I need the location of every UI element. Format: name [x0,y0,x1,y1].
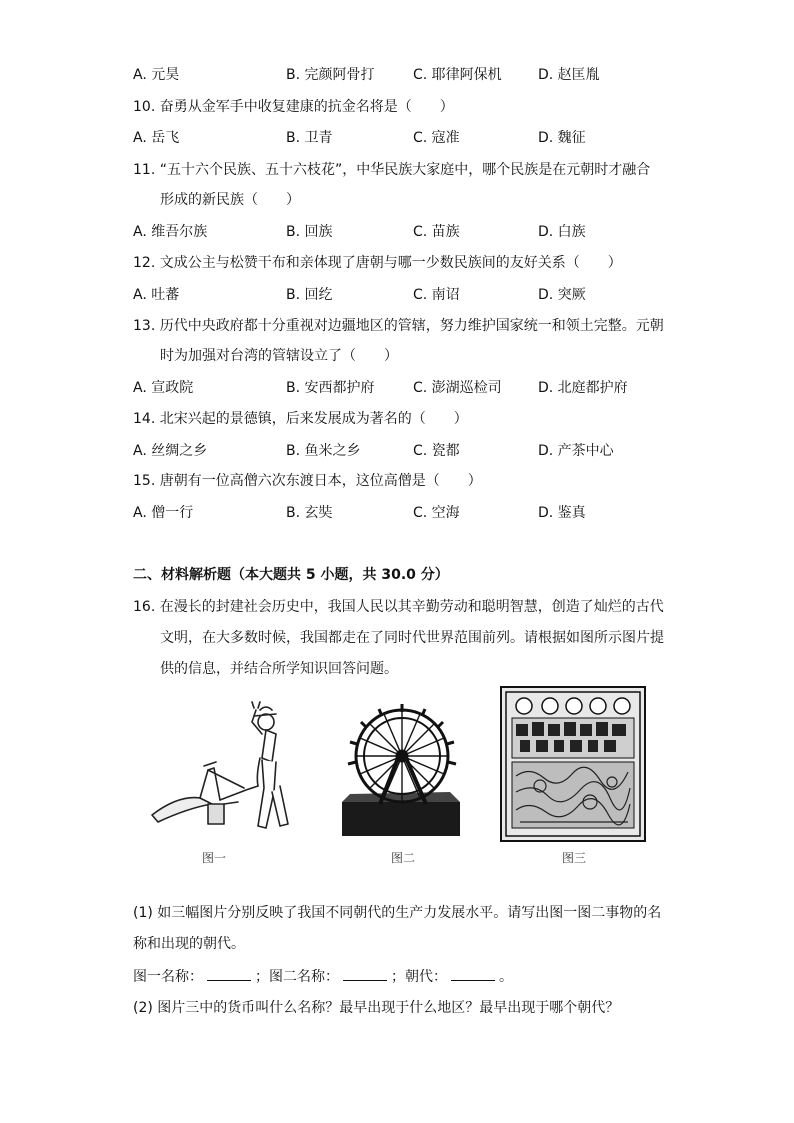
q16-fill-in-line [133,966,513,987]
figure-2-image [340,700,465,838]
q16-sub1-line2: 称和出现的朝代。 [133,936,245,952]
q11-options [133,222,693,242]
q15-option-b: B. 玄奘 [286,505,333,521]
answer-blank-3[interactable] [451,966,495,981]
q11-option-d: D. 白族 [538,224,586,240]
q11-option-b: B. 回族 [286,224,333,240]
fill-label-3: ；朝代： [391,969,447,985]
q14-option-d: D. 产茶中心 [538,443,614,459]
q13-options [133,378,693,398]
q13-option-b: B. 安西都护府 [286,380,375,396]
q14-option-a: A. 丝绸之乡 [133,443,208,459]
q9-option-c: C. 耶律阿保机 [413,67,502,83]
q10-option-b: B. 卫青 [286,130,333,146]
q9-option-b: B. 完颜阿骨打 [286,67,375,83]
q9-option-d: D. 赵匡胤 [538,67,600,83]
q13-stem-line1: 13. 历代中央政府都十分重视对边疆地区的管辖，努力维护国家统一和领土完整。元朝 [133,318,664,334]
answer-blank-2[interactable] [343,966,387,981]
q16-sub1-line1: (1) 如三幅图片分别反映了我国不同朝代的生产力发展水平。请写出图一图二事物的名 [133,905,662,921]
q9-options [133,65,693,85]
q10-stem: 10. 奋勇从金军手中收复建康的抗金名将是（ ） [133,99,454,115]
q16-stem-line3: 供的信息，并结合所学知识回答问题。 [160,661,398,677]
q13-option-d: D. 北庭都护府 [538,380,628,396]
q15-option-d: D. 鉴真 [538,505,586,521]
q11-option-a: A. 维吾尔族 [133,224,208,240]
q12-option-d: D. 突厥 [538,287,586,303]
section-title: 二、材料解析题（本大题共 5 小题，共 30.0 分） [133,567,449,583]
q16-stem-line1: 16. 在漫长的封建社会历史中，我国人民以其辛勤劳动和聪明智慧，创造了灿烂的古代 [133,599,664,615]
q14-option-b: B. 鱼米之乡 [286,443,361,459]
q15-option-c: C. 空海 [413,505,460,521]
q10-option-a: A. 岳飞 [133,130,180,146]
q14-option-c: C. 瓷都 [413,443,460,459]
q9-option-a: A. 元昊 [133,67,180,83]
figure-3-image [500,686,646,842]
q11-stem-line1: 11. “五十六个民族、五十六枝花”，中华民族大家庭中，哪个民族是在元朝时才融合 [133,162,651,178]
q12-option-b: B. 回纥 [286,287,333,303]
q10-options [133,128,693,148]
figure-1-caption: 图一 [202,851,227,865]
q10-option-c: C. 寇准 [413,130,460,146]
fill-label-1: 图一名称： [133,969,203,985]
q16-stem-line2: 文明，在大多数时候，我国都走在了同时代世界范围前列。请根据如图所示图片提 [160,630,664,646]
answer-blank-1[interactable] [207,966,251,981]
q12-option-c: C. 南诏 [413,287,460,303]
figure-2-caption: 图二 [391,851,416,865]
q16-sub2: (2) 图片三中的货币叫什么名称？最早出现于什么地区？最早出现于哪个朝代？ [133,1000,620,1016]
q15-options [133,503,693,523]
q12-options [133,285,693,305]
q10-option-d: D. 魏征 [538,130,586,146]
q15-stem: 15. 唐朝有一位高僧六次东渡日本，这位高僧是（ ） [133,473,482,489]
figure-1-image [148,700,298,835]
q13-option-c: C. 澎湖巡检司 [413,380,502,396]
q14-stem: 14. 北宋兴起的景德镇，后来发展成为著名的（ ） [133,411,468,427]
q15-option-a: A. 僧一行 [133,505,194,521]
fill-label-2: ；图二名称： [255,969,339,985]
figure-3-caption: 图三 [562,851,587,865]
fill-end: 。 [499,969,513,985]
q12-stem: 12. 文成公主与松赞干布和亲体现了唐朝与哪一少数民族间的友好关系（ ） [133,255,622,271]
q13-stem-line2: 时为加强对台湾的管辖设立了（ ） [160,348,398,364]
q13-option-a: A. 宣政院 [133,380,194,396]
q14-options [133,441,693,461]
q12-option-a: A. 吐蕃 [133,287,180,303]
q11-option-c: C. 苗族 [413,224,460,240]
q11-stem-line2: 形成的新民族（ ） [160,192,300,208]
